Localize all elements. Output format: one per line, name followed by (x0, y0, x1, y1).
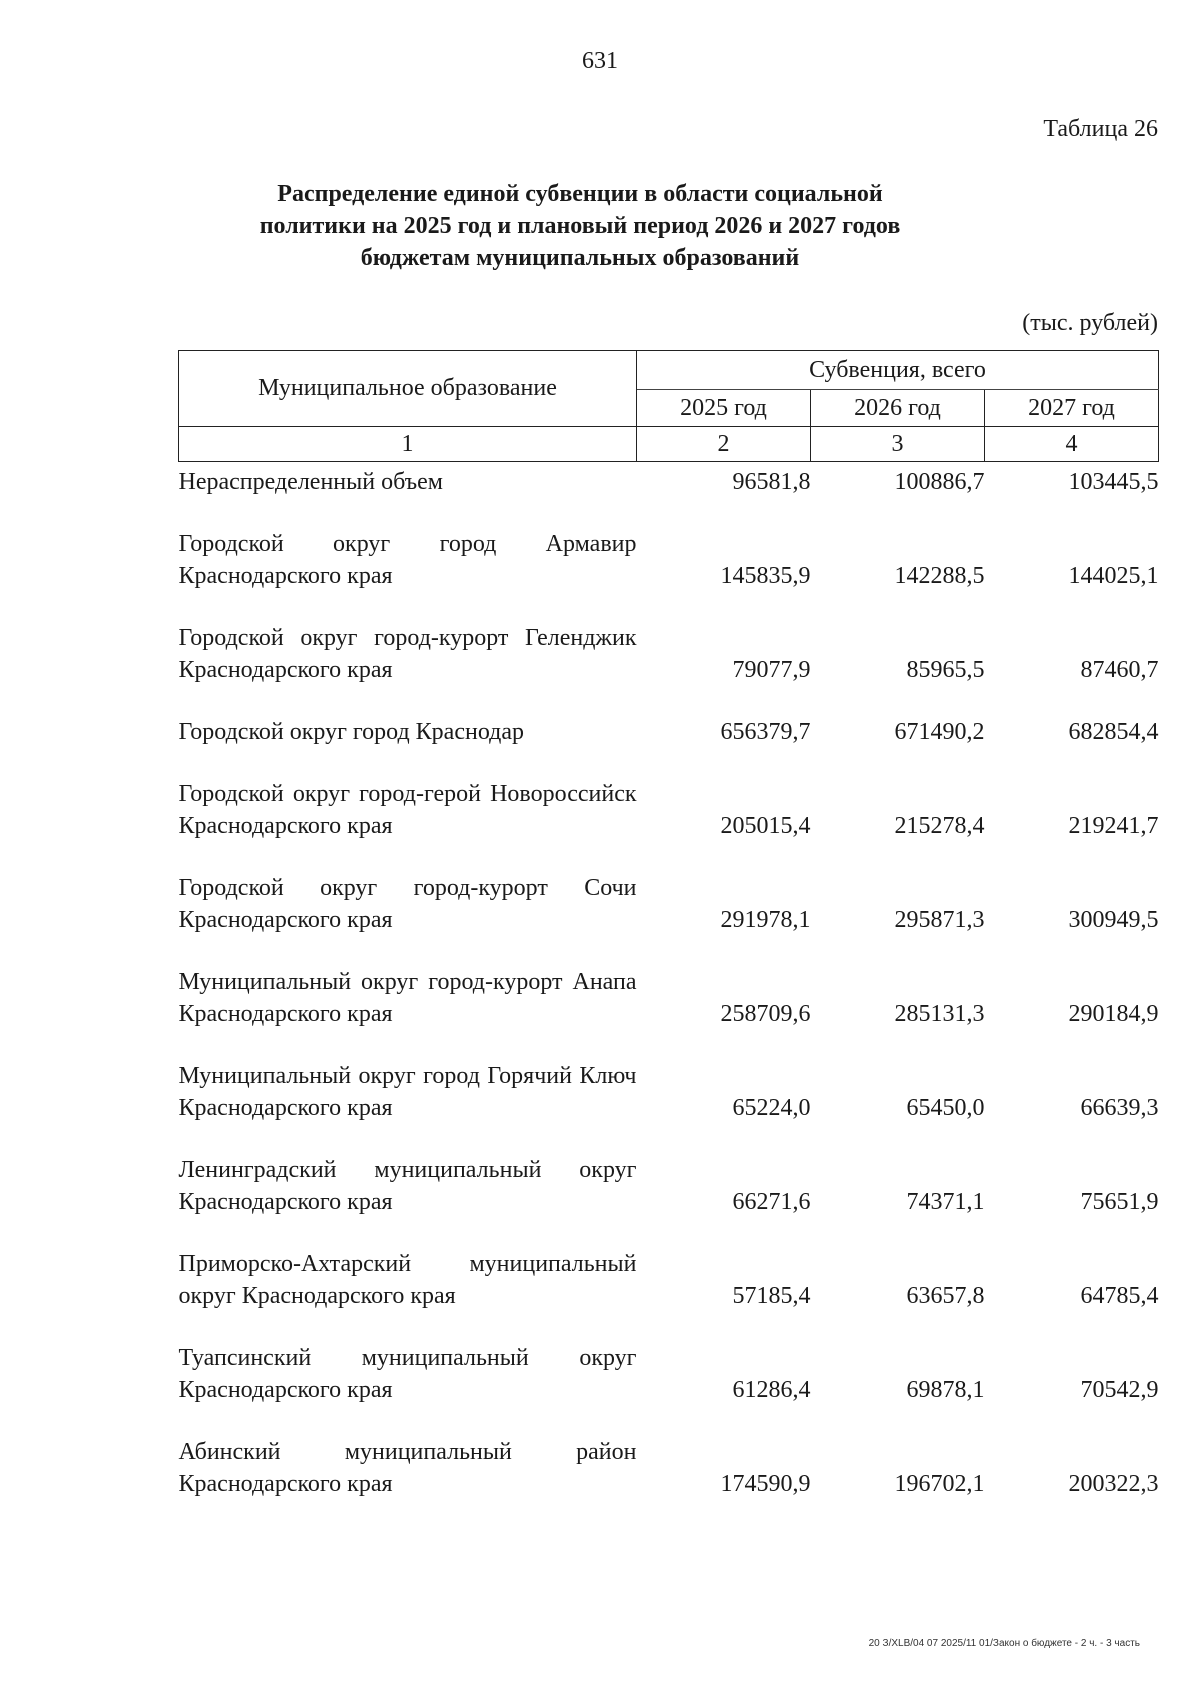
value-2026-cell: 142288,5 (894, 563, 985, 589)
value-2025-cell: 145835,9 (720, 563, 811, 589)
header-index-1: 1 (179, 427, 637, 462)
table-row (179, 498, 1159, 592)
municipality-name-cell: Муниципальный округ город-курорт Анапа Краснодарского края (178, 969, 637, 1027)
header-year-2026: 2026 год (811, 390, 985, 427)
value-2027-cell: 290184,9 (1068, 1001, 1159, 1027)
value-2027-cell: 64785,4 (1080, 1283, 1159, 1309)
header-index-4: 4 (985, 427, 1159, 462)
value-2025-cell: 57185,4 (732, 1283, 811, 1309)
value-2026-cell: 285131,3 (894, 1001, 985, 1027)
value-2025-cell: 174590,9 (720, 1471, 811, 1497)
table-row (179, 748, 1159, 842)
municipality-name-cell: Ленинградский муниципальный округ Краснодарского края (178, 1157, 637, 1215)
value-2026-cell: 196702,1 (894, 1471, 985, 1497)
document-title (200, 178, 960, 274)
municipality-name-cell: Городской округ город Армавир Краснодарского края (178, 531, 637, 589)
title-line: Распределение единой субвенции в области социальной (277, 181, 883, 207)
value-2025-cell: 65224,0 (732, 1095, 811, 1121)
value-2025-cell: 656379,7 (720, 719, 811, 745)
table-row (179, 1124, 1159, 1218)
table-row (179, 1406, 1159, 1500)
table-row (179, 1030, 1159, 1124)
header-index-2: 2 (637, 427, 811, 462)
table-row (179, 592, 1159, 686)
municipality-name-cell: Приморско-Ахтарский муниципальный округ Краснодарского края (178, 1251, 637, 1309)
table-row (179, 462, 1159, 499)
table-body (179, 462, 1159, 1501)
value-2025-cell: 291978,1 (720, 907, 811, 933)
value-2027-cell: 682854,4 (1068, 719, 1159, 745)
header-year-2025: 2025 год (637, 390, 811, 427)
subvention-table (178, 350, 1159, 1500)
value-2025-cell: 96581,8 (732, 469, 811, 495)
value-2026-cell: 85965,5 (906, 657, 985, 683)
value-2026-cell: 100886,7 (894, 469, 985, 495)
header-index-3: 3 (811, 427, 985, 462)
table-row (179, 686, 1159, 748)
municipality-name-cell: Нераспределенный объем (178, 469, 443, 495)
value-2026-cell: 65450,0 (906, 1095, 985, 1121)
value-2027-cell: 66639,3 (1080, 1095, 1159, 1121)
page-number: 631 (582, 48, 618, 74)
table-row (179, 842, 1159, 936)
title-line: бюджетам муниципальных образований (360, 245, 800, 271)
municipality-name-cell: Муниципальный округ город Горячий Ключ Краснодарского края (178, 1063, 637, 1121)
municipality-name-cell: Городской округ город Краснодар (178, 719, 525, 745)
value-2026-cell: 671490,2 (894, 719, 985, 745)
value-2025-cell: 61286,4 (732, 1377, 811, 1403)
table-label: Таблица 26 (1043, 116, 1158, 142)
header-municipality: Муниципальное образование (179, 351, 637, 427)
municipality-name-cell: Городской округ город-герой Новороссийск Краснодарского края (178, 781, 637, 839)
value-2026-cell: 215278,4 (894, 813, 985, 839)
table-row (179, 936, 1159, 1030)
value-2026-cell: 63657,8 (906, 1283, 985, 1309)
value-2026-cell: 74371,1 (906, 1189, 985, 1215)
value-2025-cell: 258709,6 (720, 1001, 811, 1027)
value-2027-cell: 75651,9 (1080, 1189, 1159, 1215)
value-2027-cell: 200322,3 (1068, 1471, 1159, 1497)
value-2027-cell: 144025,1 (1068, 563, 1159, 589)
value-2027-cell: 103445,5 (1068, 469, 1159, 495)
municipality-name-cell: Абинский муниципальный район Краснодарского края (178, 1439, 637, 1497)
municipality-name-cell: Туапсинский муниципальный округ Краснодарского края (178, 1345, 637, 1403)
header-year-2027: 2027 год (985, 390, 1159, 427)
table-row (179, 1312, 1159, 1406)
header-subvention-total: Субвенция, всего (637, 351, 1159, 390)
title-line: политики на 2025 год и плановый период 2026 и 2027 годов (259, 213, 901, 239)
unit-note: (тыс. рублей) (1022, 310, 1158, 336)
municipality-name-cell: Городской округ город-курорт Геленджик Краснодарского края (178, 625, 637, 683)
value-2027-cell: 70542,9 (1080, 1377, 1159, 1403)
footer-code: 20 З/XLB/04 07 2025/11 01/Закон о бюджете - 2 ч. - 3 часть (868, 1638, 1140, 1649)
municipality-name-cell: Городской округ город-курорт Сочи Краснодарского края (178, 875, 637, 933)
value-2025-cell: 66271,6 (732, 1189, 811, 1215)
value-2027-cell: 219241,7 (1068, 813, 1159, 839)
value-2026-cell: 295871,3 (894, 907, 985, 933)
value-2027-cell: 300949,5 (1068, 907, 1159, 933)
table-row (179, 1218, 1159, 1312)
value-2025-cell: 205015,4 (720, 813, 811, 839)
value-2027-cell: 87460,7 (1080, 657, 1159, 683)
value-2026-cell: 69878,1 (906, 1377, 985, 1403)
value-2025-cell: 79077,9 (732, 657, 811, 683)
